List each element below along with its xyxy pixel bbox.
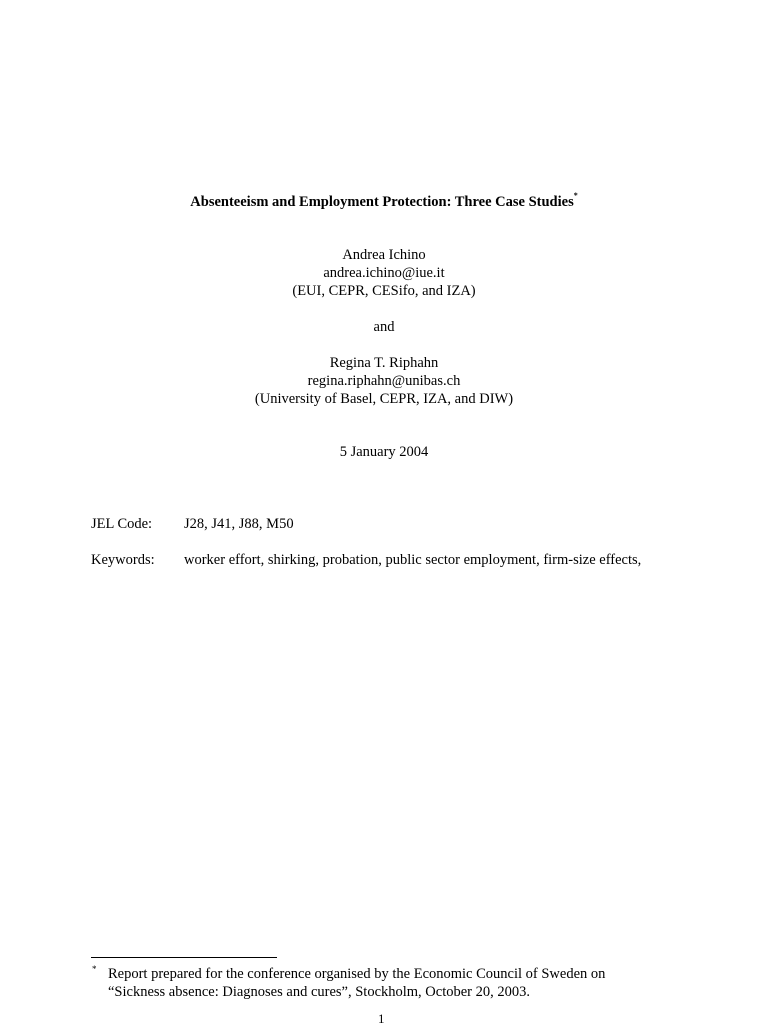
footnote-separator xyxy=(91,957,277,958)
jel-code-value: J28, J41, J88, M50 xyxy=(184,516,294,532)
author-2-affiliation: (University of Basel, CEPR, IZA, and DIW) xyxy=(254,391,514,407)
footnote-line-1: Report prepared for the conference organised by the Economic Council of Sweden on xyxy=(108,966,606,982)
title-footnote-mark: * xyxy=(573,191,578,200)
paper-title xyxy=(0,193,768,211)
author-2-email: regina.riphahn@unibas.ch xyxy=(307,373,461,389)
author-1-name: Andrea Ichino xyxy=(342,247,426,263)
footnote-line-2: “Sickness absence: Diagnoses and cures”, Stockholm, October 20, 2003. xyxy=(108,984,531,1000)
paper-title-text: Absenteeism and Employment Protection: Three Case Studies xyxy=(190,193,574,210)
author-1-affiliation: (EUI, CEPR, CESifo, and IZA) xyxy=(292,283,476,299)
keywords-value: worker effort, shirking, probation, public sector employment, firm-size effects, xyxy=(184,552,642,568)
paper-date: 5 January 2004 xyxy=(339,444,429,460)
author-conjunction: and xyxy=(373,319,395,335)
author-1-email: andrea.ichino@iue.it xyxy=(323,265,445,281)
page-number: 1 xyxy=(378,1011,385,1026)
keywords-label: Keywords: xyxy=(91,552,155,568)
jel-code-label: JEL Code: xyxy=(91,516,153,532)
author-2-name: Regina T. Riphahn xyxy=(329,355,439,371)
footnote-mark: * xyxy=(92,964,97,974)
